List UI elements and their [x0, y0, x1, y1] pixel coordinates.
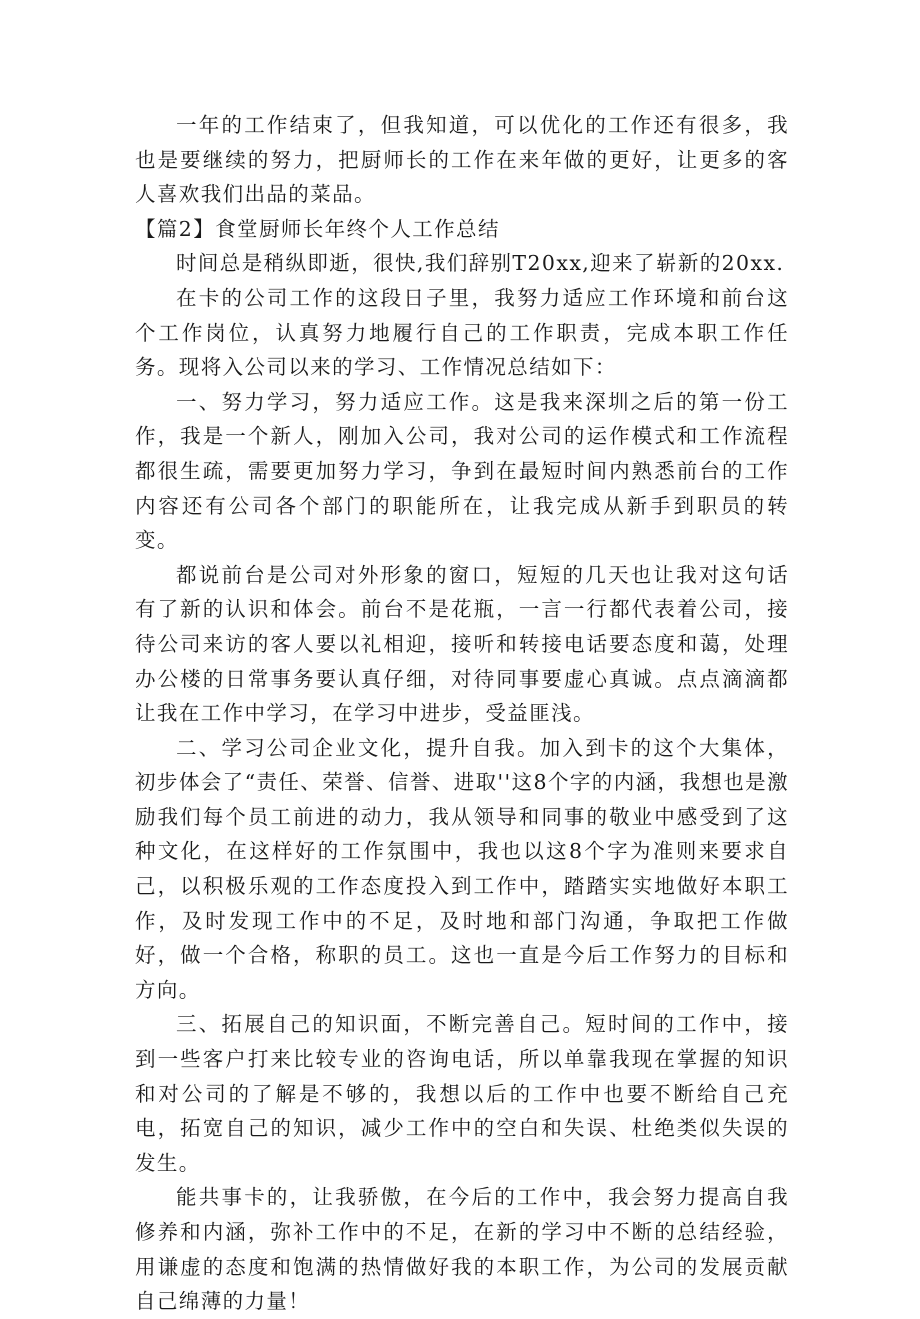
paragraph-point-three: 三、拓展自己的知识面，不断完善自己。短时间的工作中，接到一些客户打来比较专业的咨询电话，所以单靠我现在掌握的知识和对公司的了解是不够的，我想以后的工作中也要不断给自己充电，拓宽自己的知识，减少工作中的空白和失误、杜绝类似失误的发生。 [135, 1012, 789, 1175]
section-heading-part2: 【篇2】食堂厨师长年终个人工作总结 [135, 216, 500, 241]
document-body [135, 108, 789, 1319]
paragraph-closing-part1: 一年的工作结束了，但我知道，可以优化的工作还有很多，我也是要继续的努力，把厨师长的工作在来年做的更好，让更多的客人喜欢我们出品的菜品。 [135, 113, 789, 207]
paragraph-overview: 在卡的公司工作的这段日子里，我努力适应工作环境和前台这个工作岗位，认真努力地履行自己的工作职责，完成本职工作任务。现将入公司以来的学习、工作情况总结如下： [135, 285, 789, 380]
paragraph-front-desk: 都说前台是公司对外形象的窗口，短短的几天也让我对这句话有了新的认识和体会。前台不是花瓶，一言一行都代表着公司，接待公司来访的客人要以礼相迎，接听和转接电话要态度和蔼，处理办公楼的日常事务要认真仔细，对待同事要虚心真诚。点点滴滴都让我在工作中学习，在学习中进步，受益匪浅。 [135, 562, 789, 726]
paragraph-point-two: 二、学习公司企业文化，提升自我。加入到卡的这个大集体，初步体会了“责任、荣誉、信誉、进取''这8个字的内涵，我想也是激励我们每个员工前进的动力，我从领导和同事的敬业中感受到了这种文化，在这样好的工作氛围中，我也以这8个字为准则来要求自己，以积极乐观的工作态度投入到工作中，踏踏实实地做好本职工作，及时发现工作中的不足，及时地和部门沟通，争取把工作做好，做一个合格，称职的员工。这也一直是今后工作努力的目标和方向。 [135, 735, 789, 1002]
paragraph-point-one: 一、努力学习，努力适应工作。这是我来深圳之后的第一份工作，我是一个新人，刚加入公司，我对公司的运作模式和工作流程都很生疏，需要更加努力学习，争到在最短时间内熟悉前台的工作内容还有公司各个部门的职能所在，让我完成从新手到职员的转变。 [135, 389, 789, 553]
paragraph-intro-time: 时间总是稍纵即逝，很快,我们辞别T20xx,迎来了崭新的20xx. [176, 251, 785, 276]
paragraph-conclusion: 能共事卡的，让我骄傲，在今后的工作中，我会努力提高自我修养和内涵，弥补工作中的不足，在新的学习中不断的总结经验，用谦虚的态度和饱满的热情做好我的本职工作，为公司的发展贡献自己绵薄的力量！ [135, 1185, 789, 1314]
